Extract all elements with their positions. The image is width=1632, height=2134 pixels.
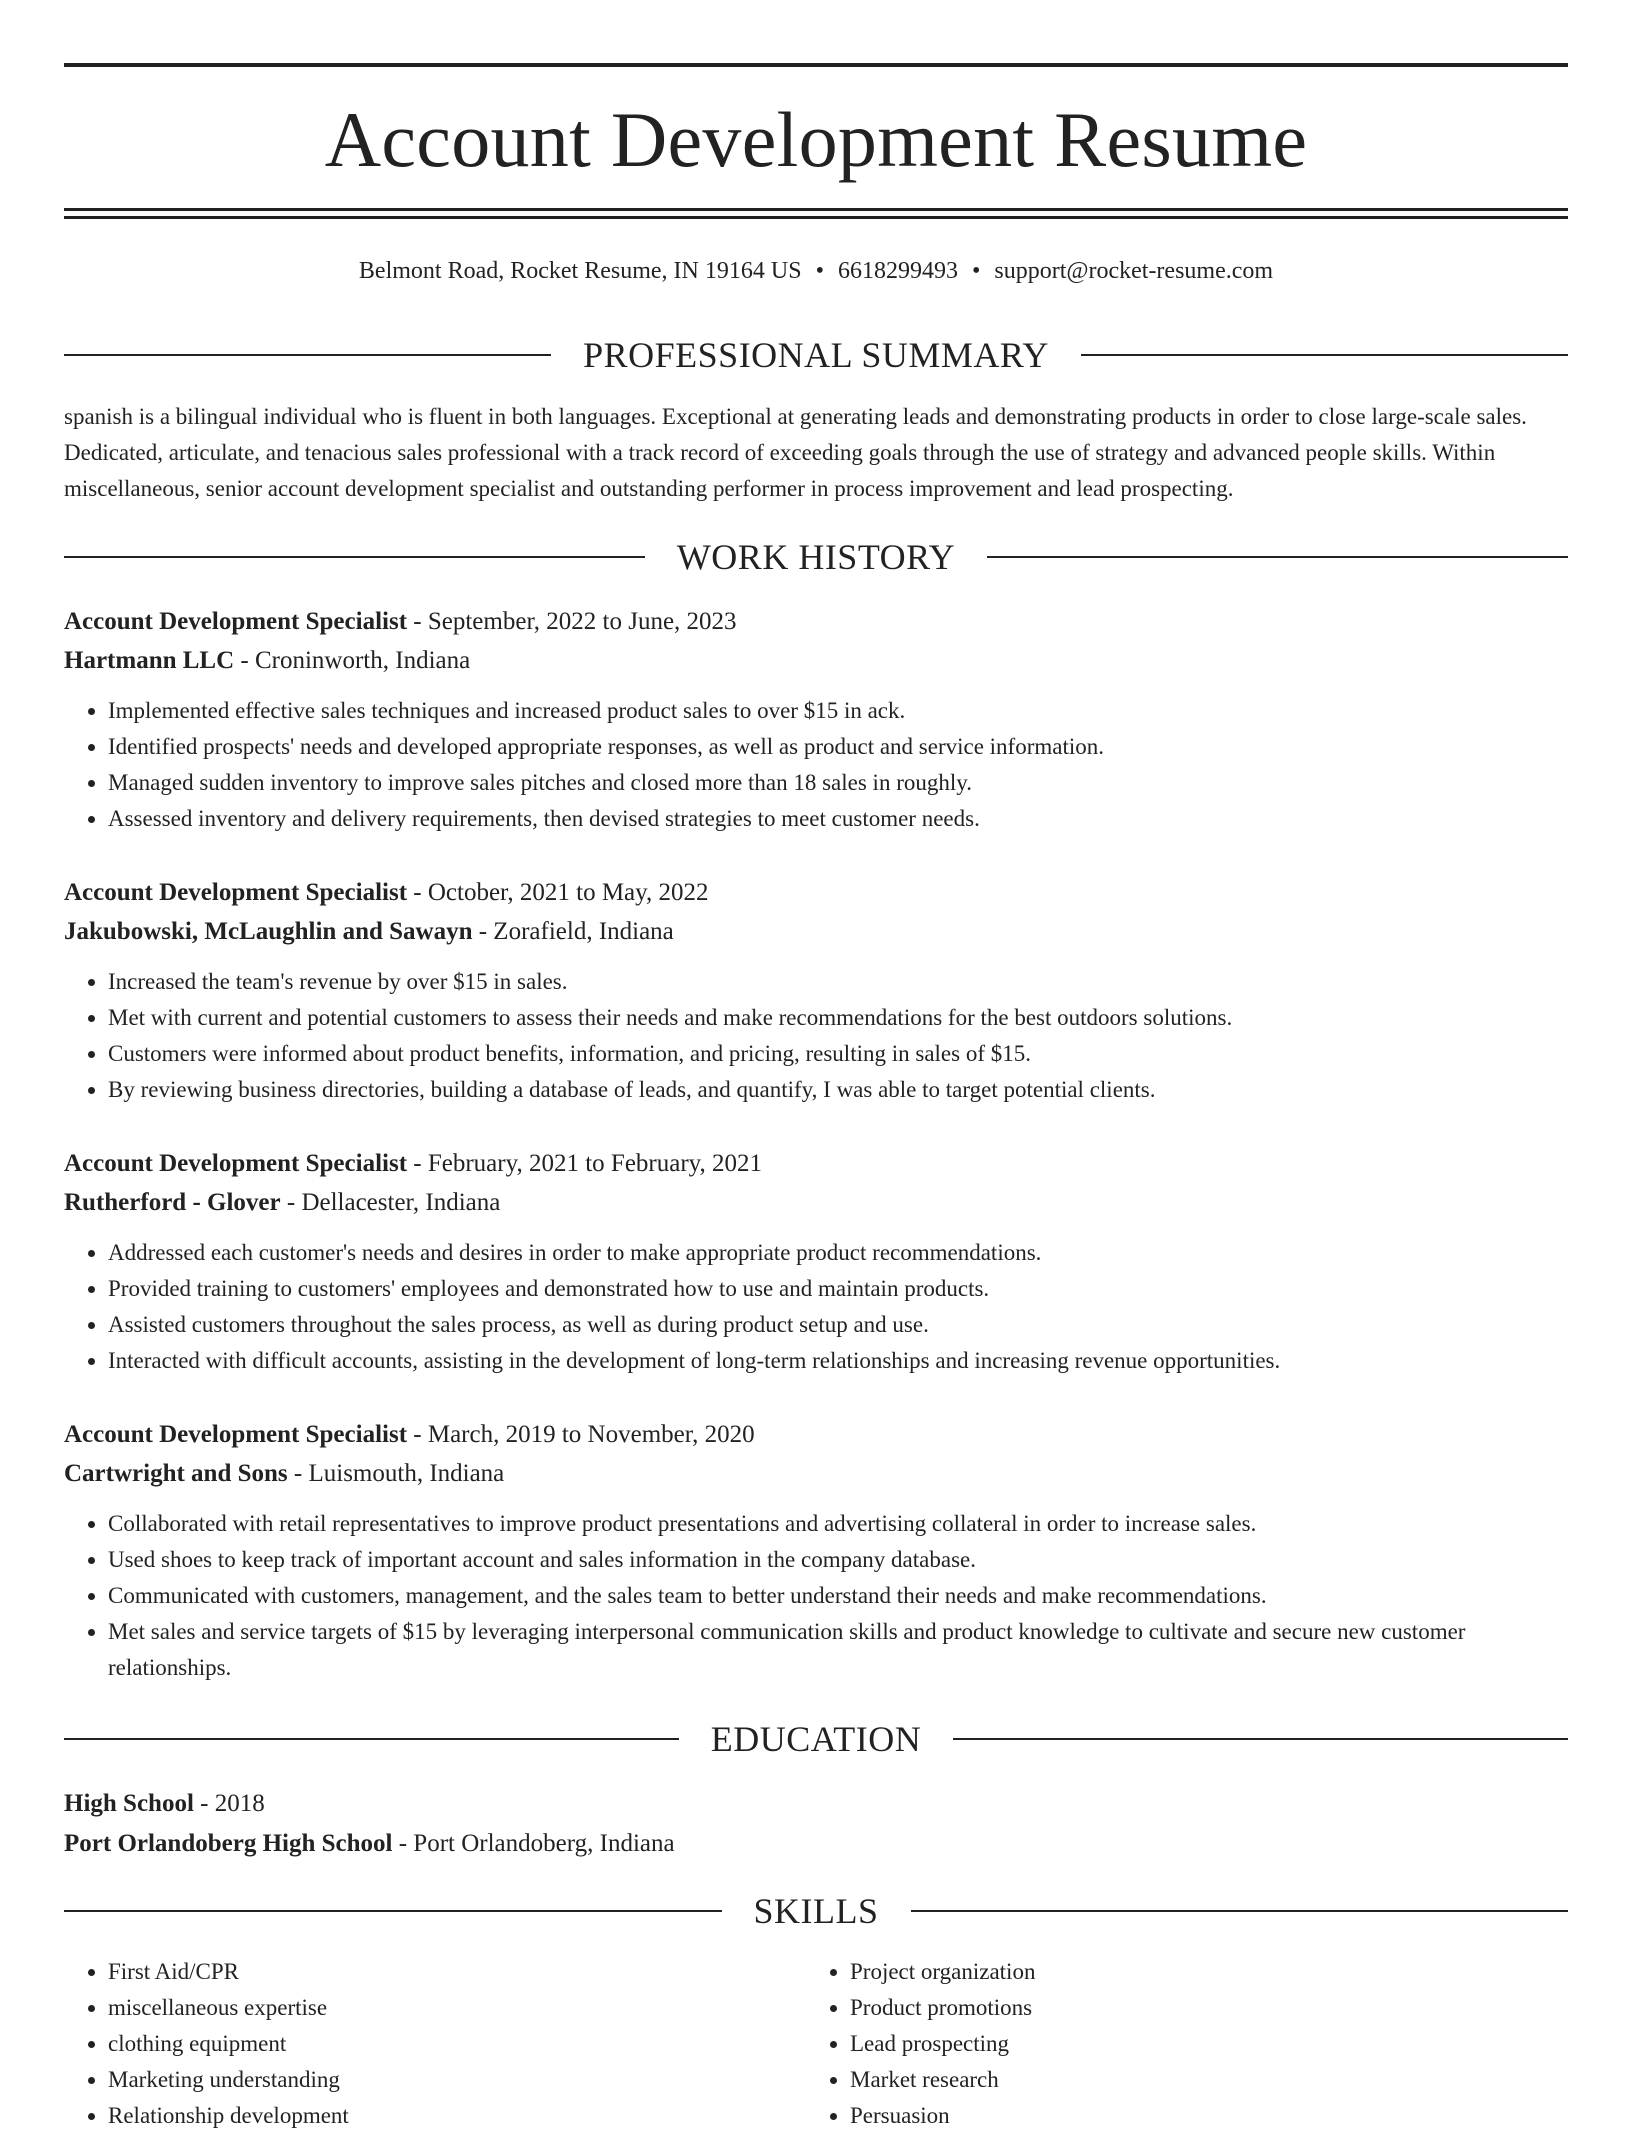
list-item: • Increased the team's revenue by over $15 in sales. (108, 964, 1568, 1000)
job-dates: - March, 2019 to November, 2020 (407, 1421, 755, 1448)
job-location: - Dellacester, Indiana (280, 1189, 501, 1216)
section-rule (64, 1910, 722, 1912)
job-location: - Luismouth, Indiana (287, 1460, 505, 1487)
section-title: EDUCATION (710, 1719, 922, 1759)
summary-text: spanish is a bilingual individual who is fluent in both languages. Exceptional at generating leads and demonstrating products in order to close large-scale sales. Dedicated, articulate, and tenacious sales professional with a track record of exceeding goals through the use of strategy and advanced people skills. Within miscellaneous, senior account development specialist and outstanding performer in process improvement and lead prospecting. (64, 404, 1527, 501)
list-item: • First Aid/CPR (108, 1954, 806, 1990)
skills-column-right (806, 1954, 1548, 2134)
resume-title: Account Development Resume (324, 96, 1308, 183)
list-item: • Persuasion (850, 2098, 1548, 2134)
job-company: Hartmann LLC (64, 647, 235, 674)
job-company: Cartwright and Sons (64, 1460, 288, 1487)
job-title: Account Development Specialist (64, 1421, 408, 1448)
list-item: • Project organization (850, 1954, 1548, 1990)
list-item: • Market research (850, 2062, 1548, 2098)
list-item: • Marketing understanding (108, 2062, 806, 2098)
top-rule (64, 63, 1568, 67)
contact-separator: • (815, 258, 824, 284)
list-item: • Met sales and service targets of $15 by leveraging interpersonal communication skills and product knowledge to cultivate and secure new customer relationships. (108, 1614, 1568, 1686)
job-dates: - October, 2021 to May, 2022 (407, 879, 709, 906)
education-entry (64, 1784, 1568, 1864)
job-title-line (64, 1415, 1568, 1454)
job-location: - Zorafield, Indiana (472, 918, 674, 945)
job-entry (64, 1415, 1568, 1686)
list-item: • Lead prospecting (850, 2026, 1548, 2062)
education-year: - 2018 (193, 1790, 265, 1817)
job-company-line (64, 1454, 1568, 1493)
skills-list (64, 1954, 1568, 2134)
job-dates: - February, 2021 to February, 2021 (407, 1150, 763, 1177)
education-location: - Port Orlandoberg, Indiana (392, 1830, 675, 1857)
list-item: • Met with current and potential customers to assess their needs and make recommendations for the best outdoors solutions. (108, 1000, 1568, 1036)
contact-separator: • (971, 258, 981, 284)
job-title: Account Development Specialist (64, 1150, 408, 1177)
section-rule (64, 556, 645, 558)
education-school-line (64, 1824, 1568, 1864)
job-dates: - September, 2022 to June, 2023 (407, 608, 737, 635)
section-rule (953, 1738, 1568, 1740)
job-company-line (64, 641, 1568, 680)
title-rule-lower (64, 216, 1568, 219)
list-item: • Product promotions (850, 1990, 1548, 2026)
section-rule (64, 1738, 679, 1740)
list-item: • Customers were informed about product benefits, information, and pricing, resulting in sales of $15. (108, 1036, 1568, 1072)
job-company-line (64, 1183, 1568, 1222)
job-title: Account Development Specialist (64, 879, 408, 906)
job-company: Jakubowski, McLaughlin and Sawayn (64, 918, 473, 945)
job-title-line (64, 873, 1568, 912)
list-item: • Relationship development (108, 2098, 806, 2134)
title-rule-upper (64, 208, 1568, 211)
job-title: Account Development Specialist (64, 608, 408, 635)
job-bullets (64, 1506, 1568, 1686)
education-school: Port Orlandoberg High School (64, 1830, 393, 1857)
list-item: • By reviewing business directories, building a database of leads, and quantify, I was able to target potential clients. (108, 1072, 1568, 1108)
list-item: • Used shoes to keep track of important account and sales information in the company database. (108, 1542, 1568, 1578)
contact-email: support@rocket-resume.com (994, 258, 1274, 284)
contact-phone: 6618299493 (837, 258, 958, 284)
list-item: • Assessed inventory and delivery requirements, then devised strategies to meet customer needs. (108, 801, 1568, 837)
job-entry (64, 873, 1568, 1108)
contact-line (64, 254, 1568, 288)
section-header-summary (64, 333, 1568, 377)
contact-address: Belmont Road, Rocket Resume, IN 19164 US (358, 258, 802, 284)
section-header-education (64, 1717, 1568, 1761)
list-item: • Identified prospects' needs and developed appropriate responses, as well as product and service information. (108, 729, 1568, 765)
section-rule (1081, 354, 1568, 356)
list-item: • Addressed each customer's needs and desires in order to make appropriate product recommendations. (108, 1235, 1568, 1271)
list-item: • miscellaneous expertise (108, 1990, 806, 2026)
job-company-line (64, 912, 1568, 951)
section-title: PROFESSIONAL SUMMARY (583, 335, 1049, 375)
education-degree: High School (64, 1790, 194, 1817)
list-item: • Implemented effective sales techniques and increased product sales to over $15 in ack. (108, 693, 1568, 729)
education-degree-line (64, 1784, 1568, 1824)
job-entry (64, 1144, 1568, 1379)
list-item: • clothing equipment (108, 2026, 806, 2062)
section-header-skills (64, 1889, 1568, 1933)
job-bullets (64, 964, 1568, 1108)
section-title: SKILLS (753, 1891, 879, 1931)
job-bullets (64, 1235, 1568, 1379)
list-item: • Interacted with difficult accounts, assisting in the development of long-term relationships and increasing revenue opportunities. (108, 1343, 1568, 1379)
section-title: WORK HISTORY (676, 537, 956, 577)
list-item: • Managed sudden inventory to improve sales pitches and closed more than 18 sales in roughly. (108, 765, 1568, 801)
section-rule (64, 354, 551, 356)
section-header-work (64, 535, 1568, 579)
list-item: • Collaborated with retail representatives to improve product presentations and advertising collateral in order to increase sales. (108, 1506, 1568, 1542)
list-item: • Provided training to customers' employees and demonstrated how to use and maintain products. (108, 1271, 1568, 1307)
job-company: Rutherford - Glover (64, 1189, 281, 1216)
job-entry (64, 602, 1568, 837)
job-title-line (64, 1144, 1568, 1183)
job-location: - Croninworth, Indiana (234, 647, 471, 674)
skills-column-left (64, 1954, 806, 2134)
job-bullets (64, 693, 1568, 837)
section-rule (911, 1910, 1569, 1912)
list-item: • Assisted customers throughout the sales process, as well as during product setup and use. (108, 1307, 1568, 1343)
section-rule (987, 556, 1568, 558)
job-title-line (64, 602, 1568, 641)
list-item: • Communicated with customers, management, and the sales team to better understand their needs and make recommendations. (108, 1578, 1568, 1614)
